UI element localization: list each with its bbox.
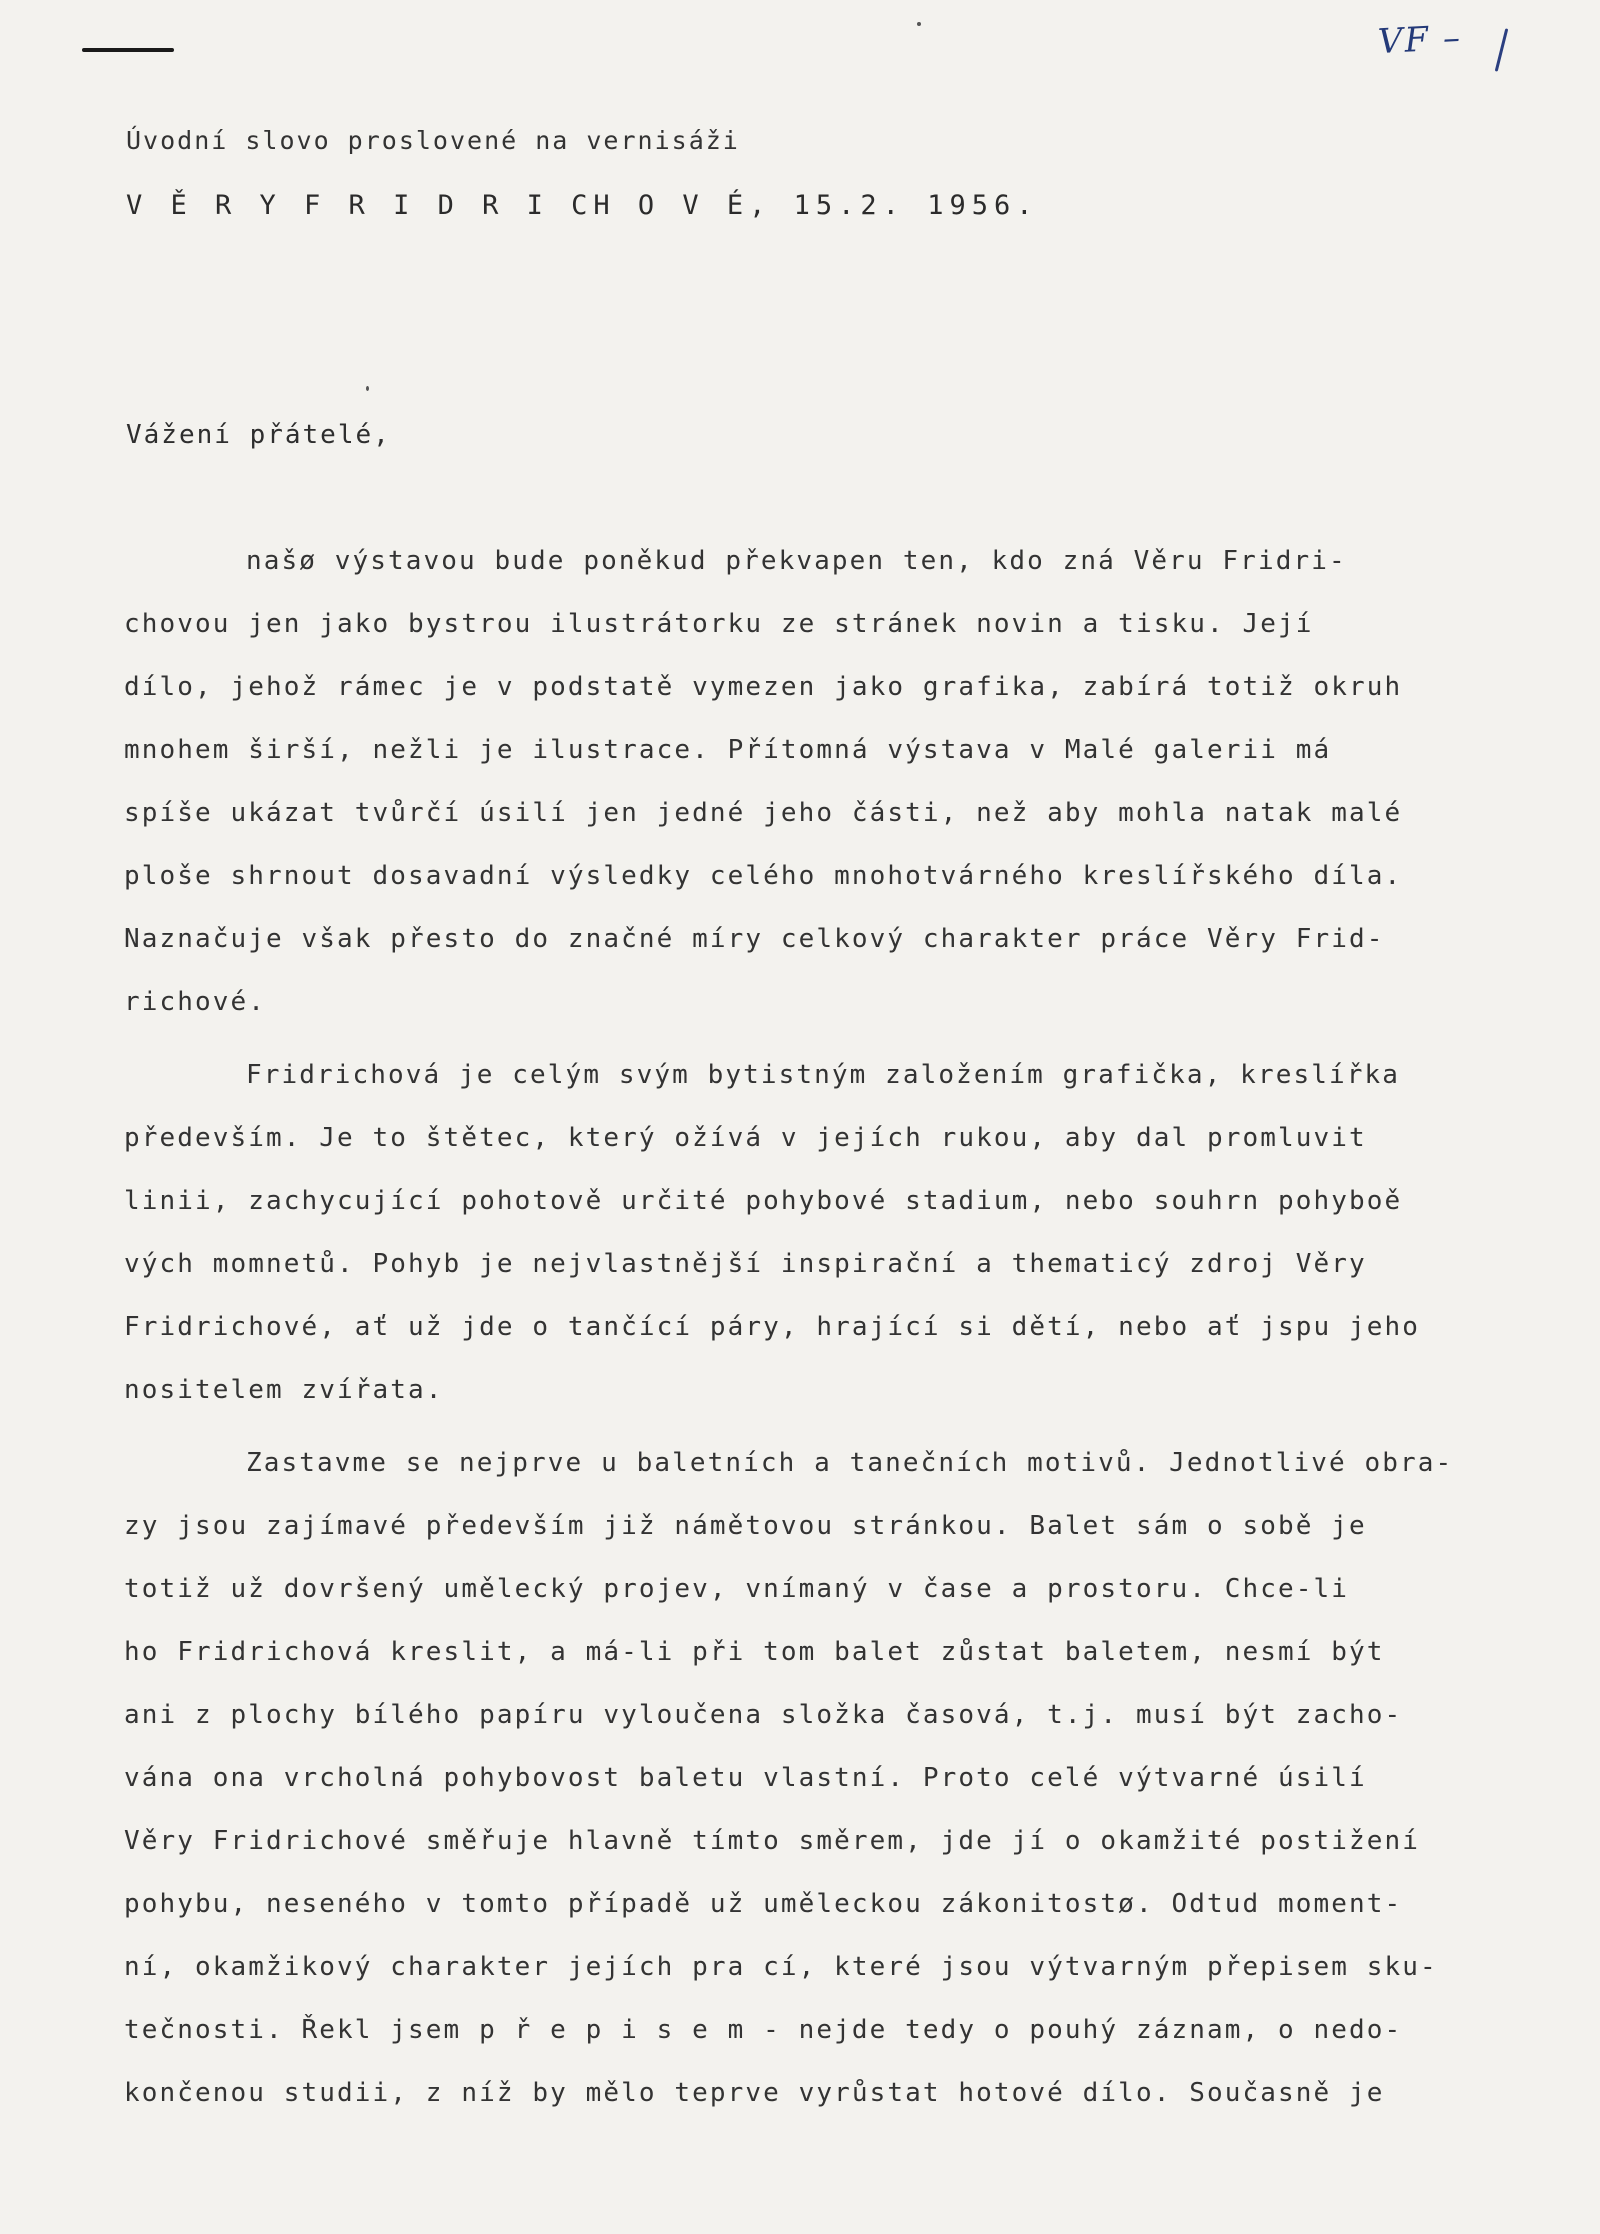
body-line: spíše ukázat tvůrčí úsilí jen jedné jeho části, než aby mohla natak malé xyxy=(124,798,1403,828)
body-line: končenou studii, z níž by mělo teprve vyrůstat hotové dílo. Současně je xyxy=(124,2078,1385,2108)
body-line: zy jsou zajímavé především již námětovou stránkou. Balet sám o sobě je xyxy=(124,1511,1367,1541)
paper-speck xyxy=(366,386,369,391)
body-line: Fridrichová je celým svým bytistným založením grafička, kreslířka xyxy=(246,1060,1400,1090)
body-line: ní, okamžikový charakter jejích pra cí, které jsou výtvarným přepisem sku- xyxy=(124,1952,1438,1982)
header-line-1: Úvodní slovo proslovené na vernisáži xyxy=(126,126,740,155)
salutation: Vážení přátelé, xyxy=(126,420,391,450)
body-line: richové. xyxy=(124,987,267,1017)
handwritten-slash-mark xyxy=(1495,28,1509,71)
body-line: linii, zachycující pohotově určité pohybové stadium, nebo souhrn pohyboě xyxy=(124,1186,1403,1216)
body-line: Zastavme se nejprve u baletních a tanečních motivů. Jednotlivé obra- xyxy=(246,1448,1454,1478)
body-line: vána ona vrcholná pohybovost baletu vlastní. Proto celé výtvarné úsilí xyxy=(124,1763,1367,1793)
body-line: vých momnetů. Pohyb je nejvlastnější inspirační a thematicý zdroj Věry xyxy=(124,1249,1367,1279)
body-line: ploše shrnout dosavadní výsledky celého mnohotvárného kreslířského díla. xyxy=(124,861,1403,891)
body-line: mnohem širší, nežli je ilustrace. Přítomná výstava v Malé galerii má xyxy=(124,735,1332,765)
body-line: našø výstavou bude poněkud překvapen ten, kdo zná Věru Fridri- xyxy=(246,546,1347,576)
body-line: tečnosti. Řekl jsem p ř e p i s e m - nejde tedy o pouhý záznam, o nedo- xyxy=(124,2015,1403,2045)
paper-speck xyxy=(917,22,921,26)
body-line: chovou jen jako bystrou ilustrátorku ze stránek novin a tisku. Její xyxy=(124,609,1314,639)
body-line: totiž už dovršený umělecký projev, vnímaný v čase a prostoru. Chce-li xyxy=(124,1574,1349,1604)
body-line: dílo, jehož rámec je v podstatě vymezen jako grafika, zabírá totiž okruh xyxy=(124,672,1403,702)
header-title: V Ě R Y F R I D R I CH O V É, 15.2. 1956. xyxy=(126,190,1039,221)
body-line: ho Fridrichová kreslit, a má-li při tom balet zůstat baletem, nesmí být xyxy=(124,1637,1385,1667)
body-line: Věry Fridrichové směřuje hlavně tímto směrem, jde jí o okamžité postižení xyxy=(124,1826,1420,1856)
body-line: především. Je to štětec, který ožívá v jejích rukou, aby dal promluvit xyxy=(124,1123,1367,1153)
body-line: ani z plochy bílého papíru vyloučena složka časová, t.j. musí být zacho- xyxy=(124,1700,1403,1730)
ink-rule-mark xyxy=(82,48,174,52)
body-line: Naznačuje však přesto do značné míry celkový charakter práce Věry Frid- xyxy=(124,924,1385,954)
body-line: pohybu, neseného v tomto případě už uměleckou zákonitostø. Odtud moment- xyxy=(124,1889,1403,1919)
body-line: nositelem zvířata. xyxy=(124,1375,444,1405)
handwritten-note: VF – xyxy=(1377,17,1463,63)
body-line: Fridrichové, ať už jde o tančící páry, hrající si dětí, nebo ať jspu jeho xyxy=(124,1312,1420,1342)
